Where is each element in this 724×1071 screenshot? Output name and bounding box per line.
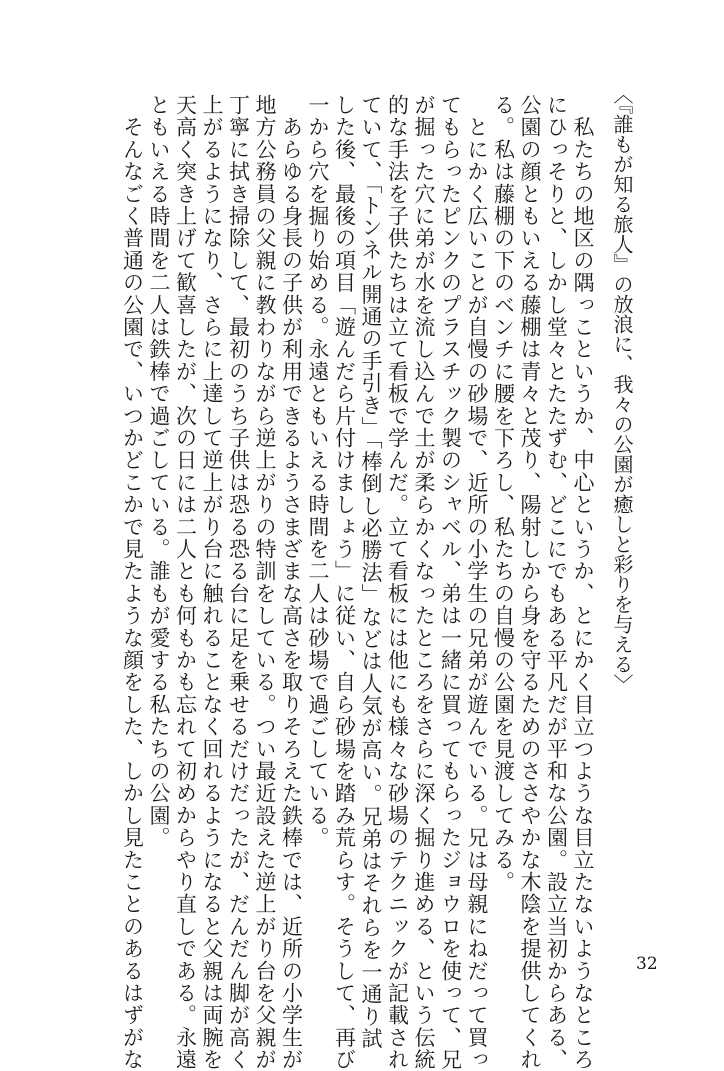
text-line: 地方公務員の父親に教わりながら逆上がりの特訓をしている。つい最近設えた逆上がり台を父親が: [253, 94, 277, 1071]
body-text: [118, 94, 596, 1071]
chapter-title: 〈『誰もが知る旅人』の放浪に、我々の公園が癒しと彩りを与える〉: [610, 84, 634, 694]
text-line: にひっそりと、しかし堂々とたたずむ、どこにでもある平凡だが平和な公園。設立当初からある、: [544, 94, 569, 1071]
text-line: ともいえる時間を二人は鉄棒で過ごしている。誰もが愛する私たちの公園。: [147, 94, 171, 849]
text-line: てもらったピンクのプラスチック製のシャベル、弟は一緒に買ってもらったジョウロを使って、兄: [438, 94, 463, 1071]
text-line: 一から穴を掘り始める。永遠ともいえる時間を二人は砂場で過ごしている。: [306, 94, 330, 849]
text-line: 公園の顔ともいえる藤棚は青々と茂り、陽射しから身を守るためのささやかな木陰を提供してくれ: [518, 94, 542, 1071]
text-line: ていて、「トンネル開通の手引き」「棒倒し必勝法」などは人気が高い。兄弟はそれらを一通り試: [359, 94, 383, 1050]
text-line: 天高く突き上げて歓喜したが、次の日には二人とも何もかも忘れて初めからやり直しである。永遠: [173, 94, 198, 1071]
text-line: 私たちの地区の隅っこというか、中心というか、とにかく目立つような目立たないようなところ: [571, 94, 595, 1071]
text-line: そんなごく普通の公園で、いつかどこかで見たような顔をした、しかし見たことのあるはずがな: [120, 94, 145, 1071]
text-line: あらゆる身長の子供が利用できるようさまざまな高さを取りそろえた鉄棒では、近所の小学生が: [279, 94, 304, 1071]
text-line: した後、最後の項目「遊んだら片付けましょう」に従い、自ら砂場を踏み荒らす。そうして、再び: [332, 94, 357, 1071]
text-line: 的な手法を子供たちは立て看板で学んだ。立て看板には他にも様々な砂場のテクニックが記載され: [385, 94, 410, 1071]
text-line: とにかく広いことが自慢の砂場で、近所の小学生の兄弟が遊んでいる。兄は母親にねだって買っ: [465, 94, 489, 1071]
page-number: 32: [636, 954, 658, 974]
text-line: 丁寧に拭き掃除して、最初のうち子供は恐る恐る台に足を乗せるだけだったが、だんだん脚が高く: [226, 94, 251, 1071]
text-line: が掘った穴に弟が水を流し込んで土が柔らかくなったところをさらに深く掘り進める、という伝統: [412, 94, 436, 1071]
text-line: る。私は藤棚の下のベンチに腰を下ろし、私たちの自慢の公園を見渡してみる。: [491, 94, 516, 894]
text-line: 上がるようになり、さらに上達して逆上がり台に触れることなく回れるようになると父親は両腕を: [200, 94, 224, 1071]
